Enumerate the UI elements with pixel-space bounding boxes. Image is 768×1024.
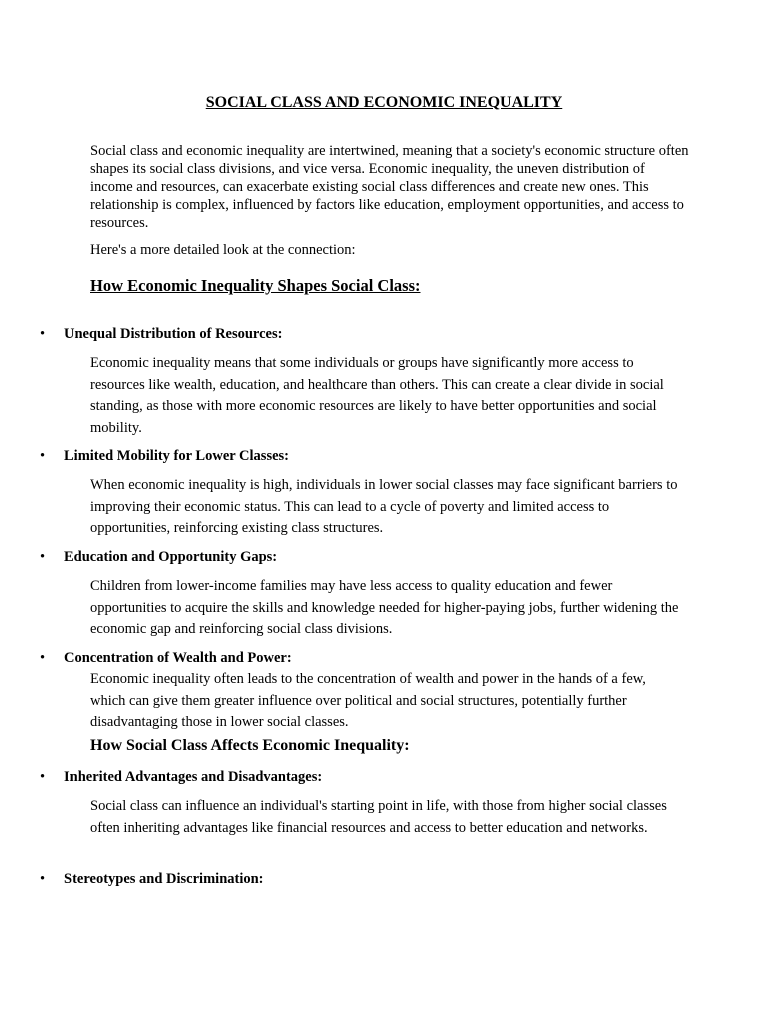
bullet-item-text: When economic inequality is high, individuals in lower social classes may face significant barriers to improving their economic status. This can lead to a cycle of poverty and limited access to opportunities, reinforcing existing class structures. [90,477,678,536]
bullet-item-text: Social class can influence an individual's starting point in life, with those from higher social classes often inheriting advantages like financial resources and access to better education and networks. [90,798,667,836]
bullet-label: Limited Mobility for Lower Classes: [64,448,289,464]
intro-paragraph: Social class and economic inequality are intertwined, meaning that a society's economic structure often shapes its social class divisions, and vice versa. Economic inequality, the uneven distribution of income and resources, can exacerbate existing social class differences and create new ones. This relationship is complex, influenced by factors like education, employment opportunities, and access to resources. [90,143,689,231]
bullet-item-label [40,650,292,667]
bullet-item-label [40,871,264,888]
bullet-icon: • [40,448,46,464]
bullet-icon: • [40,650,46,666]
bullet-item-text: Economic inequality means that some individuals or groups have significantly more access to resources like wealth, education, and healthcare than others. This can create a clear divide in social standing, as those with more economic resources are likely to have better opportunities and social mobility. [90,355,664,436]
bullet-icon: • [40,549,46,565]
bullet-icon: • [40,769,46,785]
bullet-item-label [40,448,289,465]
bullet-icon: • [40,326,46,342]
bullet-label: Stereotypes and Discrimination: [64,871,264,887]
bullet-label: Unequal Distribution of Resources: [64,326,283,342]
bullet-icon: • [40,871,46,887]
bullet-label: Concentration of Wealth and Power: [64,650,292,666]
bullet-item-label [40,549,277,566]
bullet-label: Education and Opportunity Gaps: [64,549,278,565]
bullet-item-text: Children from lower-income families may have less access to quality education and fewer opportunities to acquire the skills and knowledge needed for higher-paying jobs, further widening the economic gap and reinforcing social class divisions. [90,578,679,637]
lead-sentence: Here's a more detailed look at the connection: [90,242,356,258]
document-title: SOCIAL CLASS AND ECONOMIC INEQUALITY [205,94,563,111]
bullet-item-text: Economic inequality often leads to the concentration of wealth and power in the hands of a few, which can give them greater influence over political and social structures, potentially further disadvantaging those in lower social classes. [90,671,646,730]
bullet-label: Inherited Advantages and Disadvantages: [64,769,323,785]
bullet-item-label [40,769,322,786]
section1-heading: How Economic Inequality Shapes Social Class: [90,276,421,295]
bullet-item-label [40,326,282,343]
section2-heading: How Social Class Affects Economic Inequality: [90,737,410,754]
